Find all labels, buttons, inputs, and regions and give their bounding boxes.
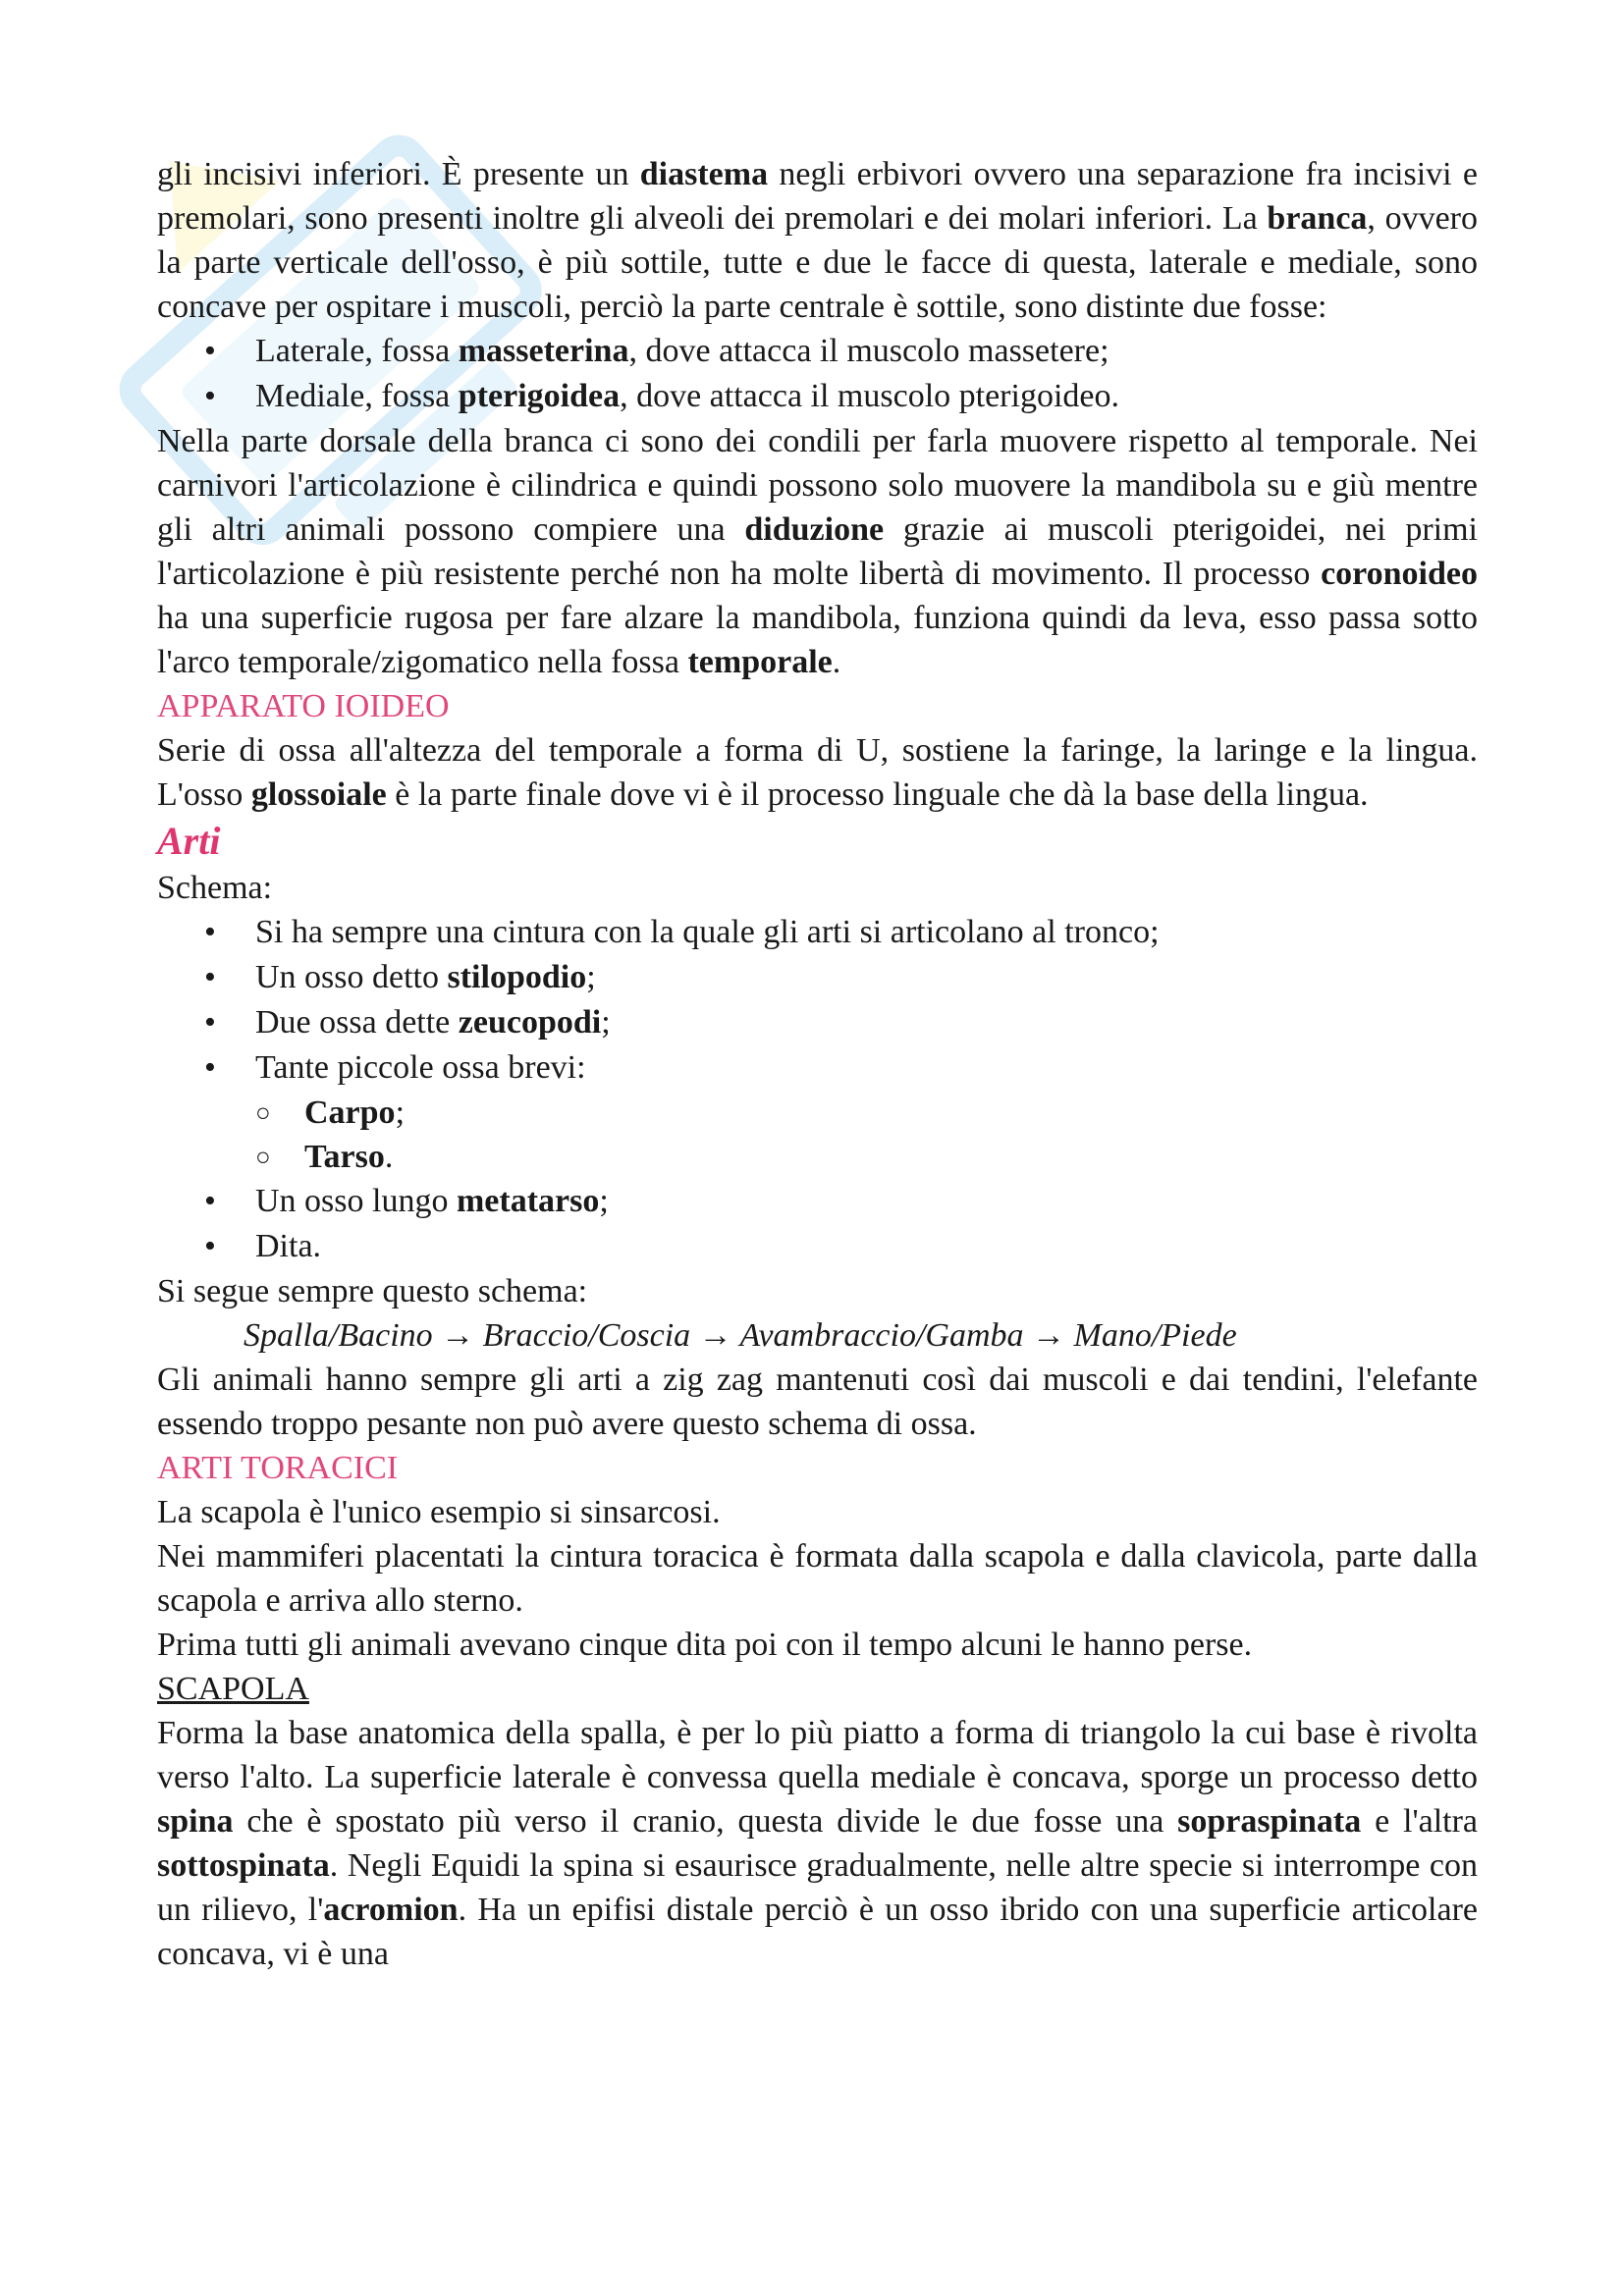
list-item (157, 1045, 1478, 1179)
text-span: Due ossa dette (255, 1004, 459, 1041)
text-span: Mediale, fossa (255, 378, 459, 414)
term-masseterina: masseterina (458, 333, 629, 369)
paragraph-dita: Prima tutti gli animali avevano cinque dita poi con il tempo alcuni le hanno perse. (157, 1627, 1253, 1663)
text-span: Tante piccole ossa brevi: (255, 1049, 586, 1086)
paragraph-sinsarcosi: La scapola è l'unico esempio si sinsarcosi. (157, 1494, 721, 1530)
section-title-toracici: ARTI TORACICI (157, 1450, 399, 1486)
text-span: è la parte finale dove vi è il processo linguale che dà la base della lingua. (386, 776, 1369, 813)
term-glossoiale: glossoiale (250, 776, 387, 813)
text-span: Serie di ossa all'altezza del temporale a forma di U, sostiene la faringe, la laringe e la lingua. L'osso (157, 732, 1478, 813)
term-spina: spina (157, 1803, 234, 1840)
text-span: . (832, 644, 841, 680)
paragraph-zigzag: Gli animali hanno sempre gli arti a zig zag mantenuti così dai muscoli e dai tendini, l'elefante essendo troppo pesante non può avere questo schema di ossa. (157, 1362, 1478, 1442)
text-span: , ovvero la parte verticale dell'osso, è più sottile, tutte e due le facce di questa, laterale e mediale, sono concave per ospitare i muscoli, perciò la parte centrale è sottile, sono distinte due fosse: (157, 200, 1479, 325)
term-zeucopodi: zeucopodi (458, 1004, 602, 1041)
term-pterigoidea: pterigoidea (458, 378, 621, 414)
term-carpo: Carpo (304, 1095, 396, 1131)
paragraph-scapola (157, 1711, 1478, 1976)
fosse-list (157, 329, 1478, 419)
section-title-ioideo: APPARATO IOIDEO (157, 688, 450, 724)
text-span: negli erbivori ovvero una separazione fra incisivi e premolari, sono presenti inoltre gli alveoli dei premolari e dei molari inferiori. La (157, 156, 1478, 237)
document-page (157, 152, 1478, 1976)
schema-follow: Si segue sempre questo schema: (157, 1273, 588, 1309)
schema-list (157, 910, 1478, 1269)
term-diduzione: diduzione (744, 511, 885, 548)
text-span: ; (586, 959, 596, 995)
text-span: Forma la base anatomica della spalla, è per lo più piatto a forma di triangolo la cui base è rivolta verso l'alto. La superficie laterale è convessa quella mediale è concava, sporge un processo detto (157, 1715, 1478, 1795)
paragraph-cintura: Nei mammiferi placentati la cintura toracica è formata dalla scapola e dalla clavicola, parte dalla scapola e arriva allo sterno. (157, 1538, 1478, 1619)
text-span: che è spostato più verso il cranio, questa divide le due fosse una (233, 1803, 1178, 1840)
text-span: Si ha sempre una cintura con la quale gli arti si articolano al tronco; (255, 914, 1160, 950)
term-tarso: Tarso (304, 1139, 385, 1175)
text-span: Nella parte dorsale della branca ci sono dei condili per farla muovere rispetto al temporale. Nei carnivori l'articolazione è cilindrica e quindi possono solo muovere la mandibola su e giù mentre gli altri animali possono compiere una (157, 423, 1478, 548)
text-span: e l'altra (1361, 1803, 1479, 1840)
term-stilopodio: stilopodio (447, 959, 587, 995)
term-branca: branca (1267, 200, 1368, 237)
text-span: ; (395, 1095, 406, 1131)
text-span: , dove attacca il muscolo massetere; (628, 333, 1109, 369)
term-sopraspinata: sopraspinata (1177, 1803, 1362, 1840)
term-metatarso: metatarso (456, 1183, 600, 1219)
term-diastema: diastema (639, 156, 769, 192)
list-item (157, 1224, 1478, 1269)
text-span: . Ha un epifisi distale perciò è un osso ibrido con una superficie articolare concava, vi è una (157, 1892, 1478, 1972)
text-span: ha una superficie rugosa per fare alzare la mandibola, funziona quindi da leva, esso passa sotto l'arco temporale/zigomatico nella fossa (157, 600, 1478, 680)
paragraph-ioideo (157, 728, 1478, 817)
paragraph-condili (157, 419, 1478, 684)
schema-label: Schema: (157, 870, 273, 906)
sub-list-item (157, 1135, 1478, 1179)
text-span: ; (601, 1004, 611, 1041)
text-span: ; (599, 1183, 609, 1219)
text-span: Laterale, fossa (255, 333, 459, 369)
text-span: gli incisivi inferiori. È presente un (157, 156, 640, 192)
text-span: Un osso detto (255, 959, 448, 995)
list-item (157, 329, 1478, 374)
term-coronoideo: coronoideo (1321, 556, 1478, 592)
section-title-scapola: SCAPOLA (157, 1671, 309, 1707)
text-span: grazie ai muscoli pterigoidei, nei primi l'articolazione è più resistente perché non ha molte libertà di movimento. Il processo (157, 511, 1478, 592)
list-item (157, 1179, 1478, 1224)
list-item (157, 1000, 1478, 1045)
text-span: , dove attacca il muscolo pterigoideo. (620, 378, 1119, 414)
sub-list-item (157, 1091, 1478, 1135)
term-temporale: temporale (687, 644, 833, 680)
list-item (157, 374, 1478, 419)
sub-list (157, 1091, 1478, 1179)
text-span: Dita. (255, 1228, 322, 1264)
term-acromion: acromion (323, 1892, 459, 1928)
schema-line: Spalla/Bacino → Braccio/Coscia → Avambraccio/Gamba → Mano/Piede (243, 1317, 1237, 1354)
heading-arti: Arti (157, 819, 221, 863)
list-item (157, 910, 1478, 955)
list-item (157, 955, 1478, 1000)
paragraph-branca (157, 152, 1478, 329)
text-span: . Negli Equidi la spina si esaurisce gradualmente, nelle altre specie si interrompe con un rilievo, l' (157, 1847, 1478, 1928)
text-span: . (384, 1139, 394, 1175)
term-sottospinata: sottospinata (157, 1847, 330, 1884)
text-span: Un osso lungo (255, 1183, 457, 1219)
